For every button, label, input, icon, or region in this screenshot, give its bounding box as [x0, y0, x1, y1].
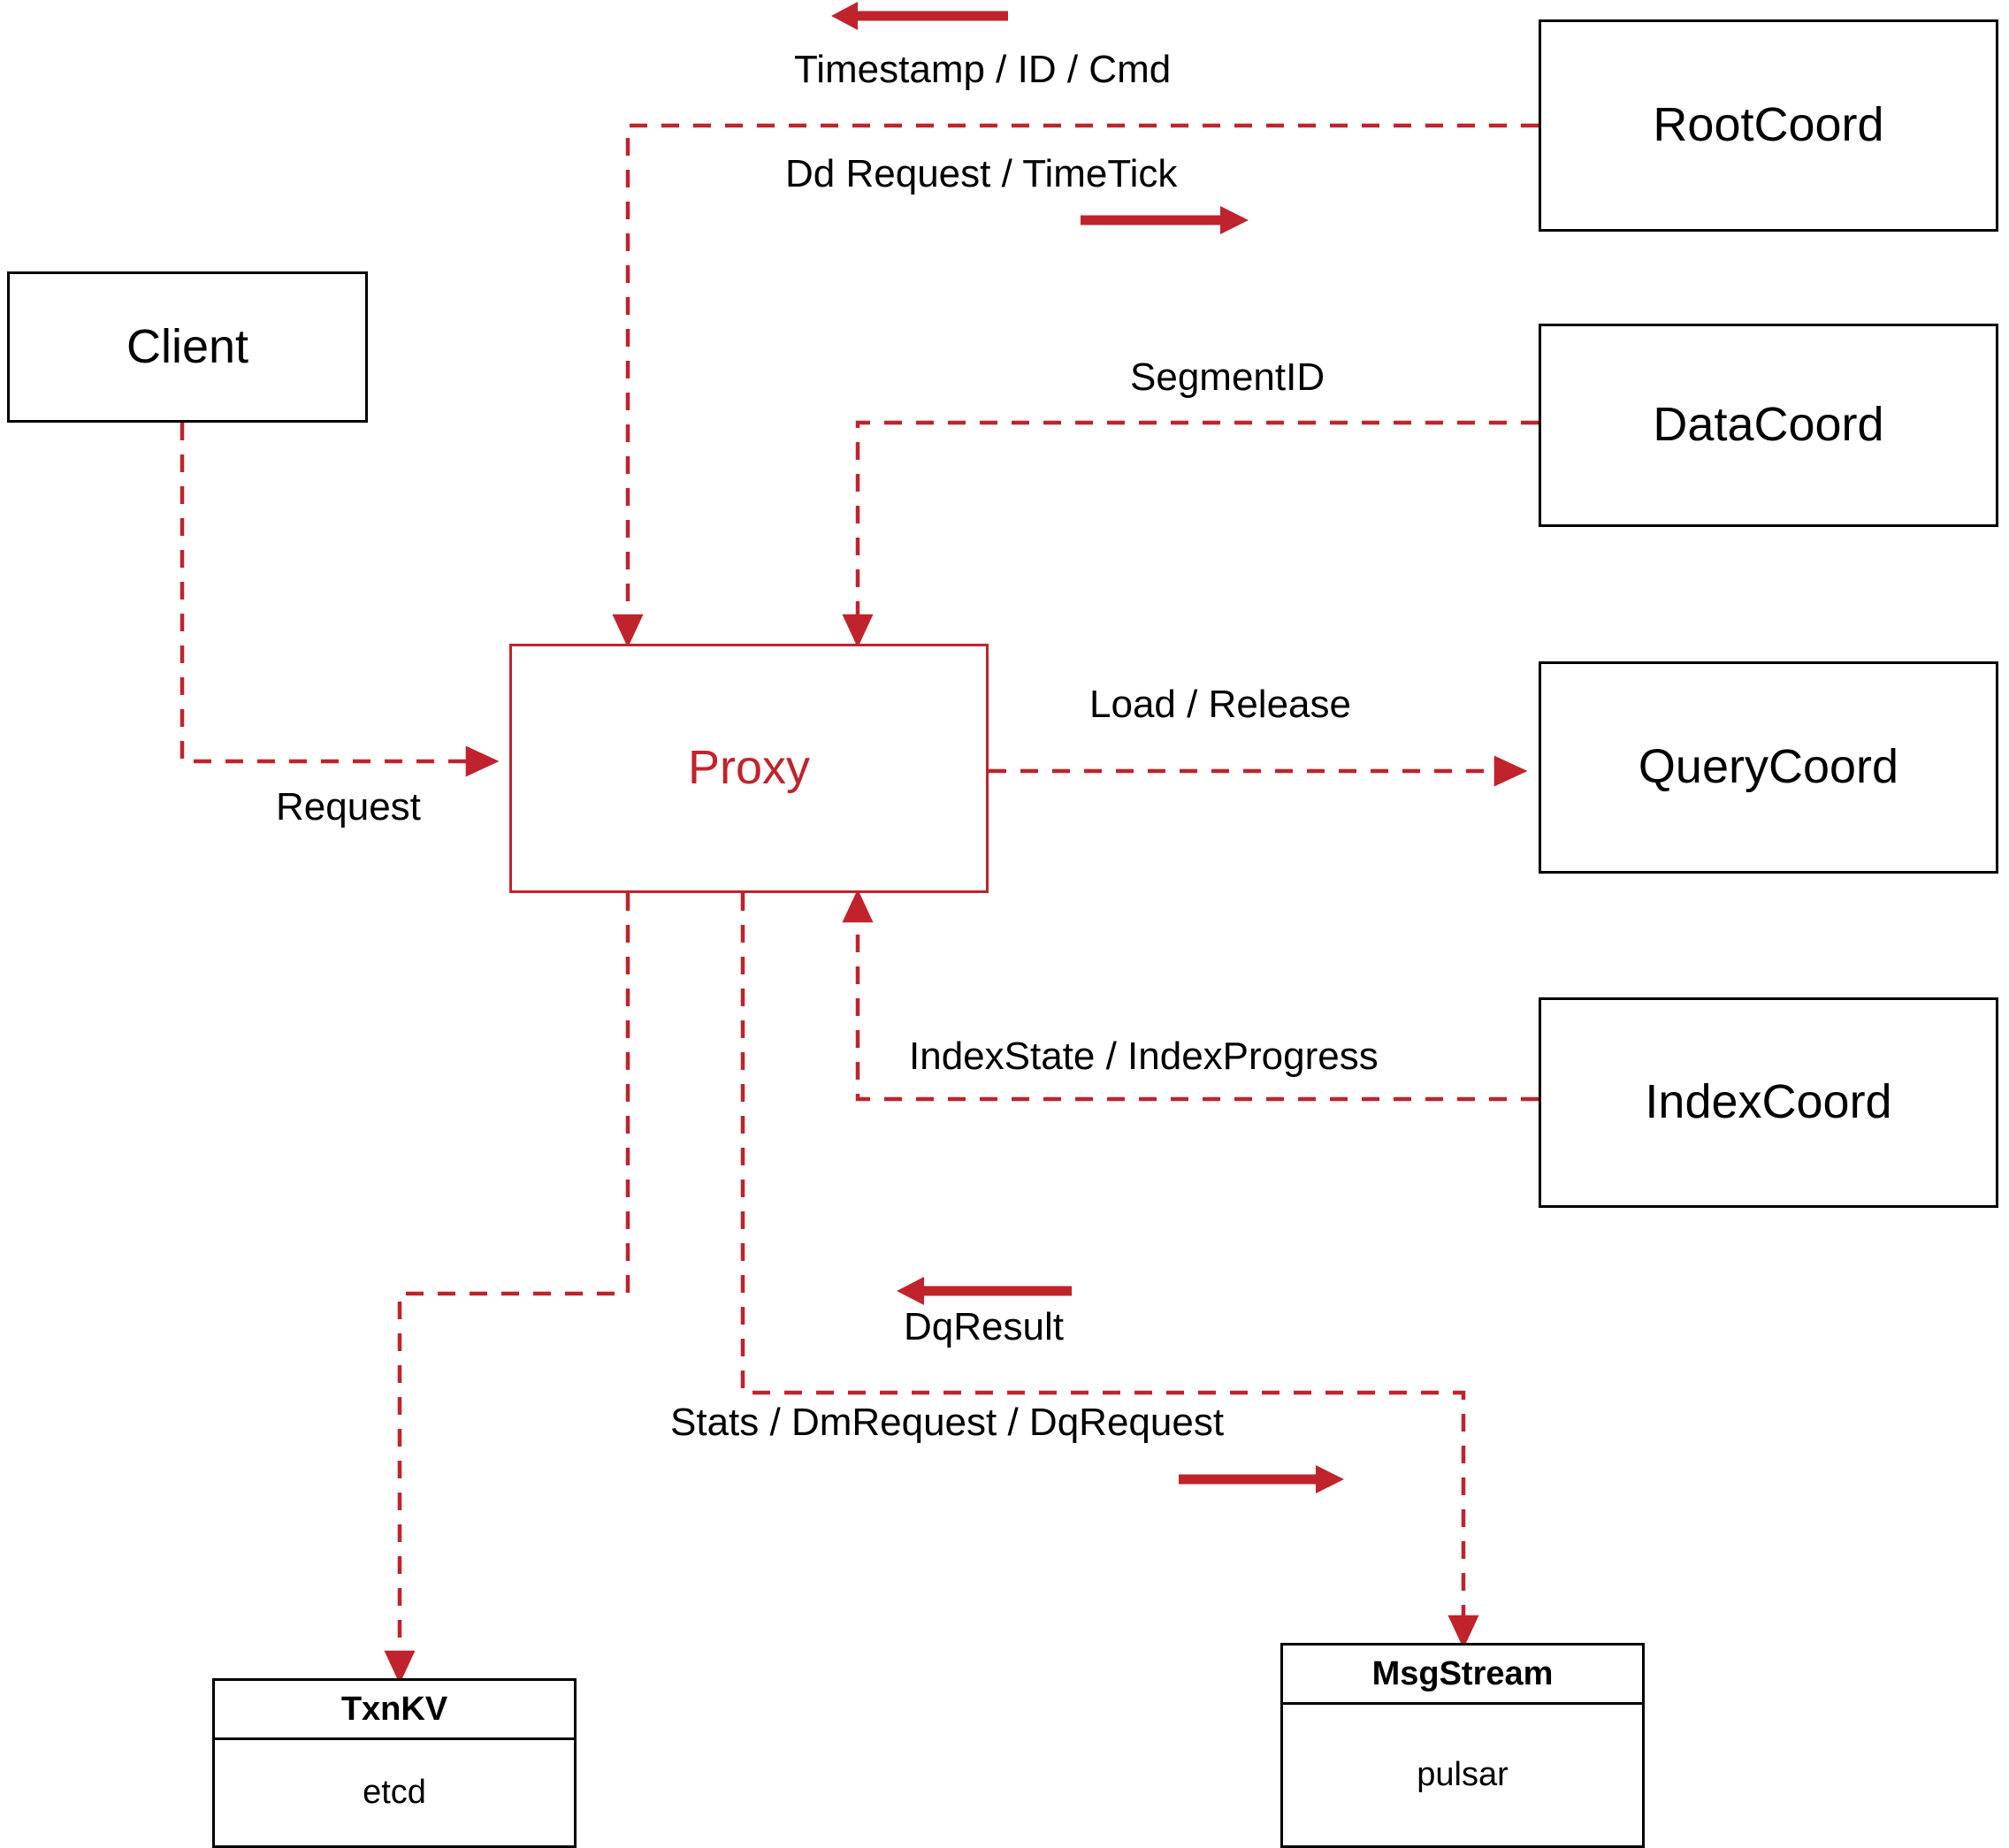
edge-label-request: Request	[276, 785, 421, 829]
edge-proxy-msgstream	[743, 893, 1463, 1645]
edge-datacoord-proxy	[858, 423, 1539, 644]
edge-client-proxy	[182, 423, 495, 761]
node-querycoord-label: QueryCoord	[1638, 740, 1899, 794]
node-datacoord[interactable]	[1539, 324, 1998, 527]
node-msgstream-title: MsgStream	[1283, 1646, 1642, 1705]
node-rootcoord-label: RootCoord	[1653, 98, 1884, 152]
node-proxy-label: Proxy	[687, 741, 811, 795]
node-rootcoord[interactable]	[1539, 19, 1998, 232]
node-client[interactable]	[7, 271, 368, 423]
node-txnkv-title: TxnKV	[215, 1681, 574, 1740]
node-indexcoord[interactable]	[1539, 997, 1998, 1208]
edge-label-segmentid: SegmentID	[1130, 355, 1325, 399]
node-txnkv[interactable]	[212, 1678, 577, 1848]
edge-label-dd-request-timetick: Dd Request / TimeTick	[785, 152, 1178, 195]
node-proxy[interactable]	[509, 644, 989, 893]
edge-label-indexstate-indexprogress: IndexState / IndexProgress	[909, 1035, 1379, 1078]
node-datacoord-label: DataCoord	[1653, 398, 1884, 452]
edge-rootcoord-proxy	[628, 126, 1539, 644]
node-indexcoord-label: IndexCoord	[1645, 1075, 1892, 1129]
node-msgstream[interactable]	[1280, 1643, 1645, 1848]
node-txnkv-body: etcd	[363, 1774, 426, 1811]
edge-label-dqresult: DqResult	[904, 1305, 1064, 1348]
node-client-label: Client	[126, 319, 249, 373]
node-querycoord[interactable]	[1539, 661, 1998, 874]
edge-label-stats-dmrequest-dqrequest: Stats / DmRequest / DqRequest	[670, 1401, 1225, 1444]
edge-label-timestamp-id-cmd: Timestamp / ID / Cmd	[794, 48, 1172, 91]
node-msgstream-body: pulsar	[1417, 1756, 1509, 1793]
edge-label-load-release: Load / Release	[1089, 683, 1351, 726]
edge-proxy-txnkv	[400, 893, 628, 1680]
